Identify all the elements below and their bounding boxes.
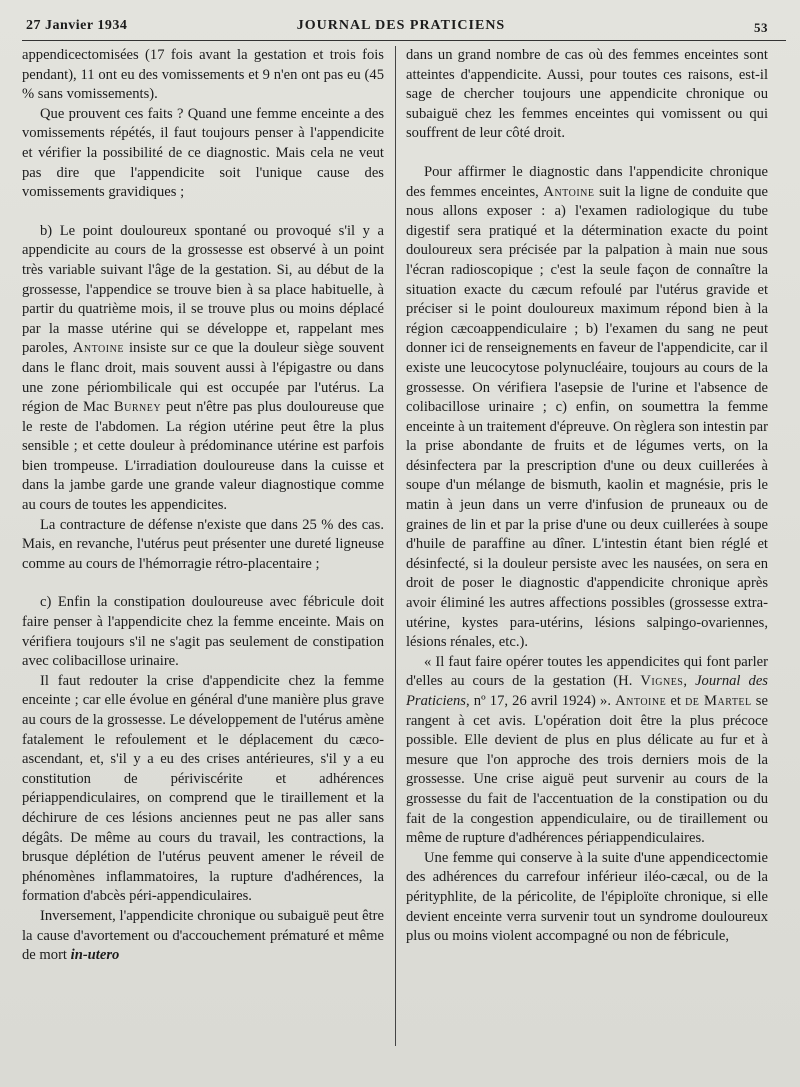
text-run: Inversement, l'appendicite chronique ou subaiguë peut être la cause d'avortement ou d'accouchement prématuré et même de mort — [22, 907, 384, 964]
issue-date: 27 Janvier 1934 — [26, 18, 128, 33]
paragraph — [22, 222, 384, 516]
page-header — [22, 16, 780, 40]
paragraph: c) Enfin la constipation douloureuse avec fébricule doit faire penser à l'appendicite chez la femme enceinte. Mais on vérifiera toujours s'il ne s'agit pas seulement de constipation avec colibacillose urinaire. — [22, 594, 384, 670]
text-run: , nº 17, 26 avril 1924) ». — [466, 693, 611, 709]
text-run: b) Le point douloureux spontané ou provoqué s'il y a appendicite au cours de la grossesse est observé à un point très variable suivant l'âge de la gestation. Si, au début de la grossesse, l'appendice se trouve bien à sa place habituelle, à partir du quatrième mois, il se trouve plus ou moins déplacé par la masse utérine qui se développe et, rappelant mes paroles, — [22, 222, 384, 357]
paragraph: dans un grand nombre de cas où des femmes enceintes sont atteintes d'appendicite. Aussi, pour toutes ces raisons, est-il sage de chercher toujours une appendicite chronique ou subaiguë chez les femmes enceintes qui vomissent ou qui souffrent de leur côté droit. — [406, 47, 768, 142]
article-body — [22, 46, 786, 1046]
author-name: Antoine — [72, 340, 124, 357]
text-run: suit la ligne de conduite que nous allons exposer : a) l'examen radiologique du tube digestif sera pratiqué et la détermination exacte du point douloureux sera précisée par la palpation à main nue sous l'écran radioscopique ; c'est la seule façon de connaître la situation exacte du cæcum refoulé par l'utérus gravide et préciser si le point douloureux maximum répond bien à la région cæcoappendiculaire ; b) l'examen du sang ne peut donner ici de renseignements en faveur de l'appendicite, car il existe une leucocytose polynucléaire, toujours au cours de la grossesse. On vérifiera l'asepsie de l'urine et l'absence de colibacillose urinaire ; c) enfin, on soumettra la femme enceinte à un traitement d'épreuve. On règlera son intestin par la prise abondante de fruits et de légumes verts, on la désinfectera par la prescription d'une ou deux cuillerées à soupe d'un mélange de bismuth, kaolin et magnésie, pris le matin à jeun dans un verre d'infusion de pruneaux ou de graines de lin et par la prise d'une ou deux cuillerées à soupe d'huile de paraffine au dîner. L'intestin étant bien réglé et désinfecté, si la douleur persiste avec les nausées, on sera en droit de poser le diagnostic d'appendicite chronique après avoir éliminé les autres affections possibles (grossesse extra-utérine, kystes para-utérins, lésions salpingo-ovariennes, lésions rénales, etc.). — [406, 183, 768, 651]
paragraph — [406, 653, 768, 849]
text-run: peut n'être pas plus douloureuse que le reste de l'abdomen. La région utérine peut être la plus sensible ; et cette douleur à prédominance utérine est parfois bien trompeuse. L'irradiation douloureuse dans la cuisse et dans la jambe garde une grande valeur diagnostique comme au cours de toutes les appendicites. — [22, 399, 384, 514]
author-name: de Martel — [685, 693, 752, 709]
paragraph: La contracture de défense n'existe que dans 25 % des cas. Mais, en revanche, l'utérus peut présenter une dureté ligneuse comme au cours de l'hémorragie rétro-placentaire ; — [22, 516, 384, 572]
paragraph: appendicectomisées (17 fois avant la gestation et trois fois pendant), 11 ont eu des vomissements et 9 n'en ont pas eu (45 % sans vomissements). — [22, 47, 384, 103]
text-run: et — [670, 693, 681, 709]
italic-term: in-utero — [70, 947, 120, 964]
journal-title: JOURNAL DES PRATICIENS — [296, 18, 506, 33]
author-name: Vignes — [640, 673, 684, 690]
paragraph: Que prouvent ces faits ? Quand une femme enceinte a des vomissements répétés, il faut toujours penser à l'appendicite et vérifier la possibilité de ce diagnostic. Mais cela ne veut pas dire que l'appendicite soit l'unique cause des vomissements gravidiques ; — [22, 105, 384, 201]
page-number: 53 — [754, 20, 768, 35]
text-run: « Il faut faire opérer toutes les appendicites qui font parler d'elles au cours de la gestation (H. — [406, 653, 768, 690]
journal-reference: Journal des Praticiens — [406, 673, 768, 709]
author-name: Burney — [113, 399, 162, 416]
text-run: , — [683, 673, 688, 690]
text-run: insiste sur ce que la douleur siège souvent dans le flanc droit, mais souvent aussi à l'épigastre ou dans une zone périombilicale qui est occupée par l'utérus. La région de Mac — [22, 340, 385, 416]
text-run: Pour affirmer le diagnostic dans l'appendicite chronique des femmes enceintes, — [406, 163, 768, 200]
author-name: Antoine — [615, 693, 667, 709]
right-column — [395, 46, 768, 1046]
paragraph: Une femme qui conserve à la suite d'une appendicectomie des adhérences du carrefour inférieur iléo-cæcal, ou de la pérityphlite, de la péricolite, de l'épiploïte chronique, si elle devient enceinte verra survenir tout un syndrome douloureux plus ou moins violent accompagné ou non de fébricule, — [406, 849, 768, 945]
paragraph — [406, 163, 768, 653]
paragraph: Il faut redouter la crise d'appendicite chez la femme enceinte ; car elle évolue en général d'une manière plus grave au cours de la grossesse. Le développement de l'utérus amène fatalement le refoulement et le déplacement du cæco-ascendant, et, s'il y a eu des crises antérieures, s'il y a eu constitution de périviscérite et adhérences périappendiculaires, on comprend que le tiraillement et la déchirure de ces lésions anciennes peut ne pas aller sans dégâts. De même au cours du travail, les contractions, la brusque déplétion de l'utérus peuvent amener le réveil de phénomènes inflammatoires, la rupture d'adhérences, la formation d'abcès péri-appendiculaires. — [22, 672, 384, 905]
left-column — [22, 46, 395, 1046]
header-rule — [22, 40, 786, 41]
text-run: se rangent à cet avis. L'opération doit être la plus précoce possible. Elle devient de plus en plus délicate au fur et à mesure que l'on approche des trois derniers mois de la grossesse. Une crise aiguë peut survenir au cours de la grossesse du fait de l'accentuation de la constipation ou du fait de la congestion appendiculaire, ou de tiraillement ou même de rupture d'adhérences périappendiculaires. — [406, 693, 768, 847]
paragraph — [22, 907, 384, 966]
author-name: Antoine — [543, 183, 595, 200]
